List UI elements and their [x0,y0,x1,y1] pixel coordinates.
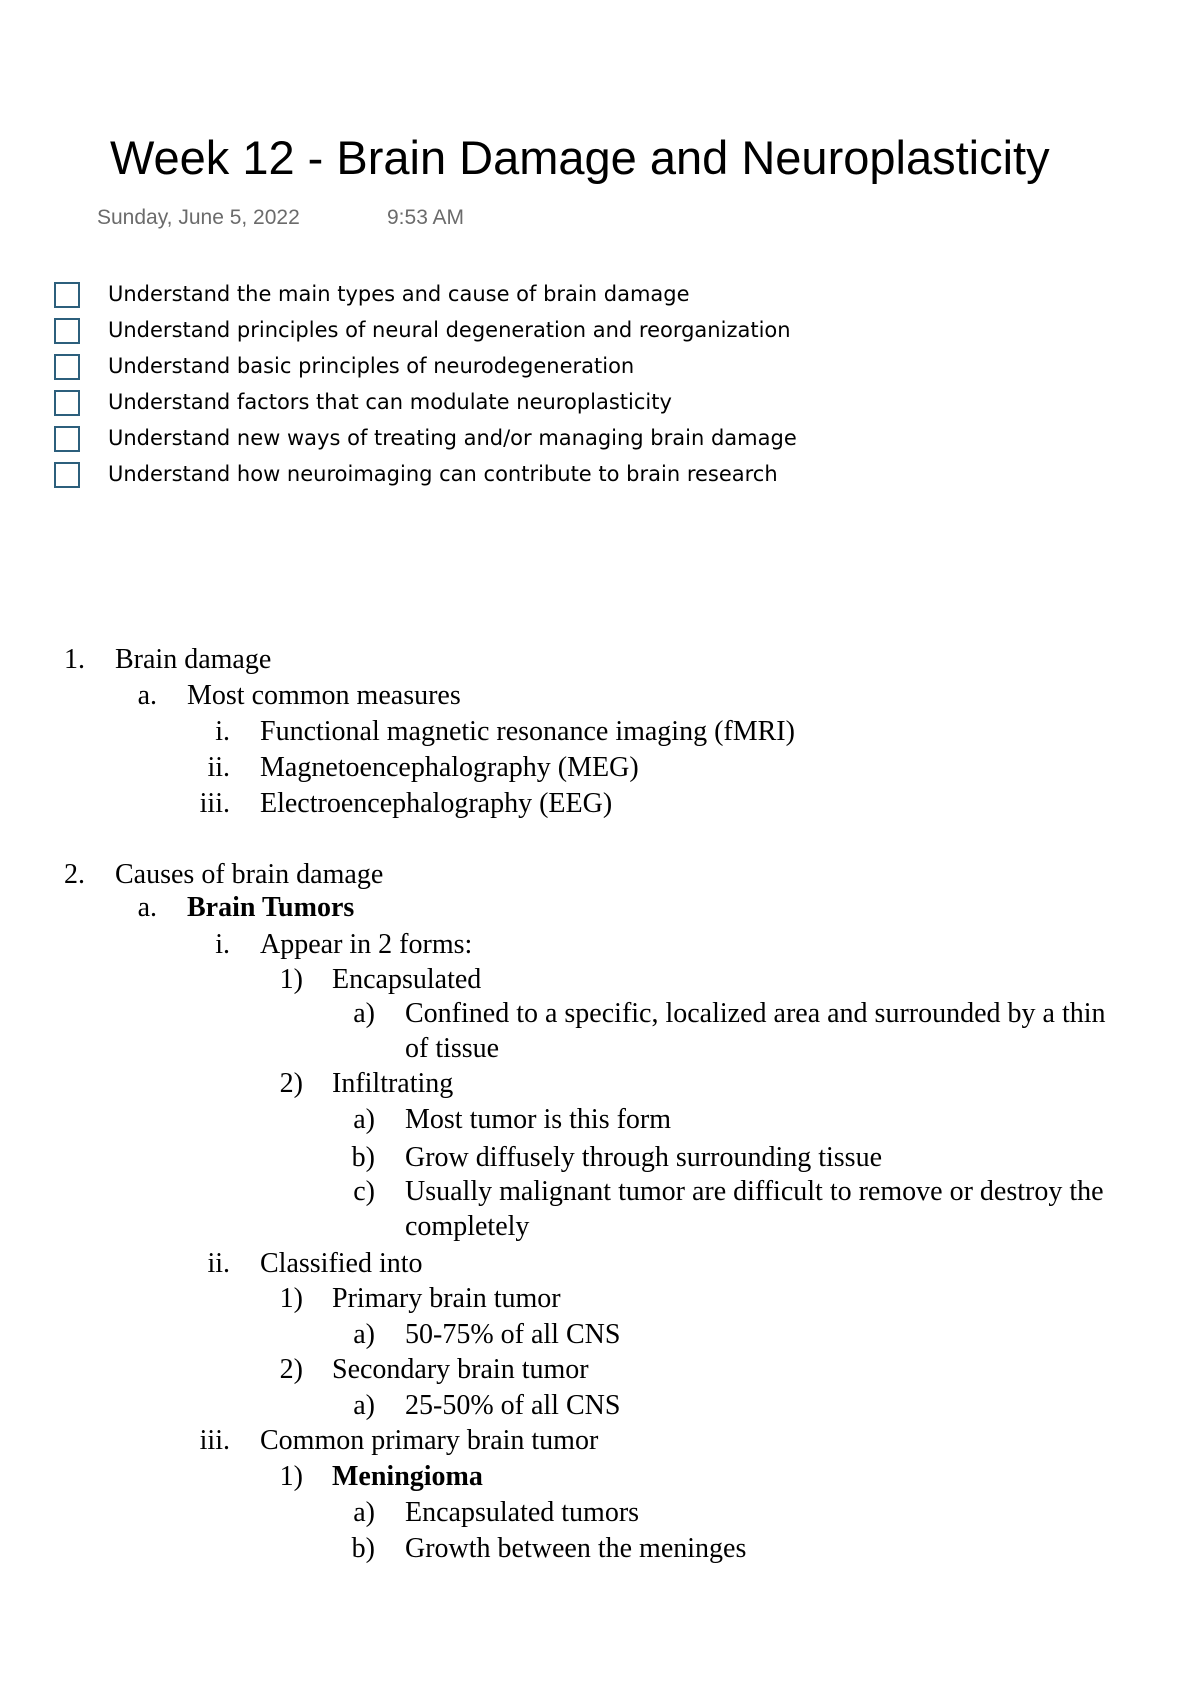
outline-text: Meningioma [332,1461,483,1492]
outline-number: b) [351,1533,375,1564]
page-time: 9:53 AM [387,206,465,229]
todo-checkbox[interactable] [54,462,80,488]
outline-number: a. [137,892,157,923]
outline-text: Functional magnetic resonance imaging (fMRI) [260,716,795,747]
outline-text: Growth between the meninges [405,1533,747,1564]
outline-text: Usually malignant tumor are difficult to remove or destroy the [405,1176,1104,1207]
outline-number: 2) [279,1354,303,1385]
outline-text: Encapsulated [332,964,482,995]
page-title: Week 12 - Brain Damage and Neuroplasticity [110,131,1050,184]
outline-text: Most common measures [187,680,461,711]
outline-number: 1) [279,1461,303,1492]
todo-text: Understand how neuroimaging can contribute to brain research [108,462,778,486]
outline-text: Classified into [260,1248,423,1279]
outline-text: Confined to a specific, localized area and surrounded by a thin [405,998,1106,1029]
outline-number: a) [353,1319,375,1350]
outline-text: 25-50% of all CNS [405,1390,621,1421]
outline-text: Secondary brain tumor [332,1354,589,1385]
outline-number: iii. [199,788,230,819]
todo-text: Understand factors that can modulate neuroplasticity [108,390,672,414]
todo-checkbox[interactable] [54,282,80,308]
outline-number: a) [353,1104,375,1135]
todo-text: Understand basic principles of neurodegeneration [108,354,635,378]
outline-number: i. [215,716,230,747]
outline-number: 1) [279,964,303,995]
outline-text: Magnetoencephalography (MEG) [260,752,639,783]
todo-text: Understand the main types and cause of brain damage [108,282,690,306]
outline-number: i. [215,929,230,960]
outline-number: 1. [64,644,85,675]
outline-text: 50-75% of all CNS [405,1319,621,1350]
todo-checkbox[interactable] [54,318,80,344]
outline-number: 1) [279,1283,303,1314]
outline-text: Common primary brain tumor [260,1425,599,1456]
outline-number: a) [353,1497,375,1528]
todo-checkbox[interactable] [54,354,80,380]
outline-text: Electroencephalography (EEG) [260,788,613,819]
outline-number: 2. [64,859,85,890]
outline-text: Grow diffusely through surrounding tissue [405,1142,882,1173]
outline-number: ii. [207,1248,230,1279]
outline-text: Brain Tumors [187,892,355,923]
todo-text: Understand new ways of treating and/or managing brain damage [108,426,797,450]
outline-text: Encapsulated tumors [405,1497,640,1528]
outline-number: b) [351,1142,375,1173]
outline-number: a. [137,680,157,711]
todo-checkbox[interactable] [54,390,80,416]
outline-text: Brain damage [115,644,272,675]
outline-text: Most tumor is this form [405,1104,672,1135]
outline-number: c) [353,1176,375,1207]
outline-text: of tissue [405,1033,500,1064]
outline-text: Causes of brain damage [115,859,384,890]
outline-text: Infiltrating [332,1068,454,1099]
outline-number: 2) [279,1068,303,1099]
todo-text: Understand principles of neural degeneration and reorganization [108,318,791,342]
todo-checkbox[interactable] [54,426,80,452]
outline-number: a) [353,1390,375,1421]
outline-text: Primary brain tumor [332,1283,561,1314]
page-date: Sunday, June 5, 2022 [97,206,300,229]
outline-number: a) [353,998,375,1029]
outline-text: completely [405,1211,530,1242]
outline-text: Appear in 2 forms: [260,929,473,960]
outline-number: iii. [199,1425,230,1456]
outline-number: ii. [207,752,230,783]
